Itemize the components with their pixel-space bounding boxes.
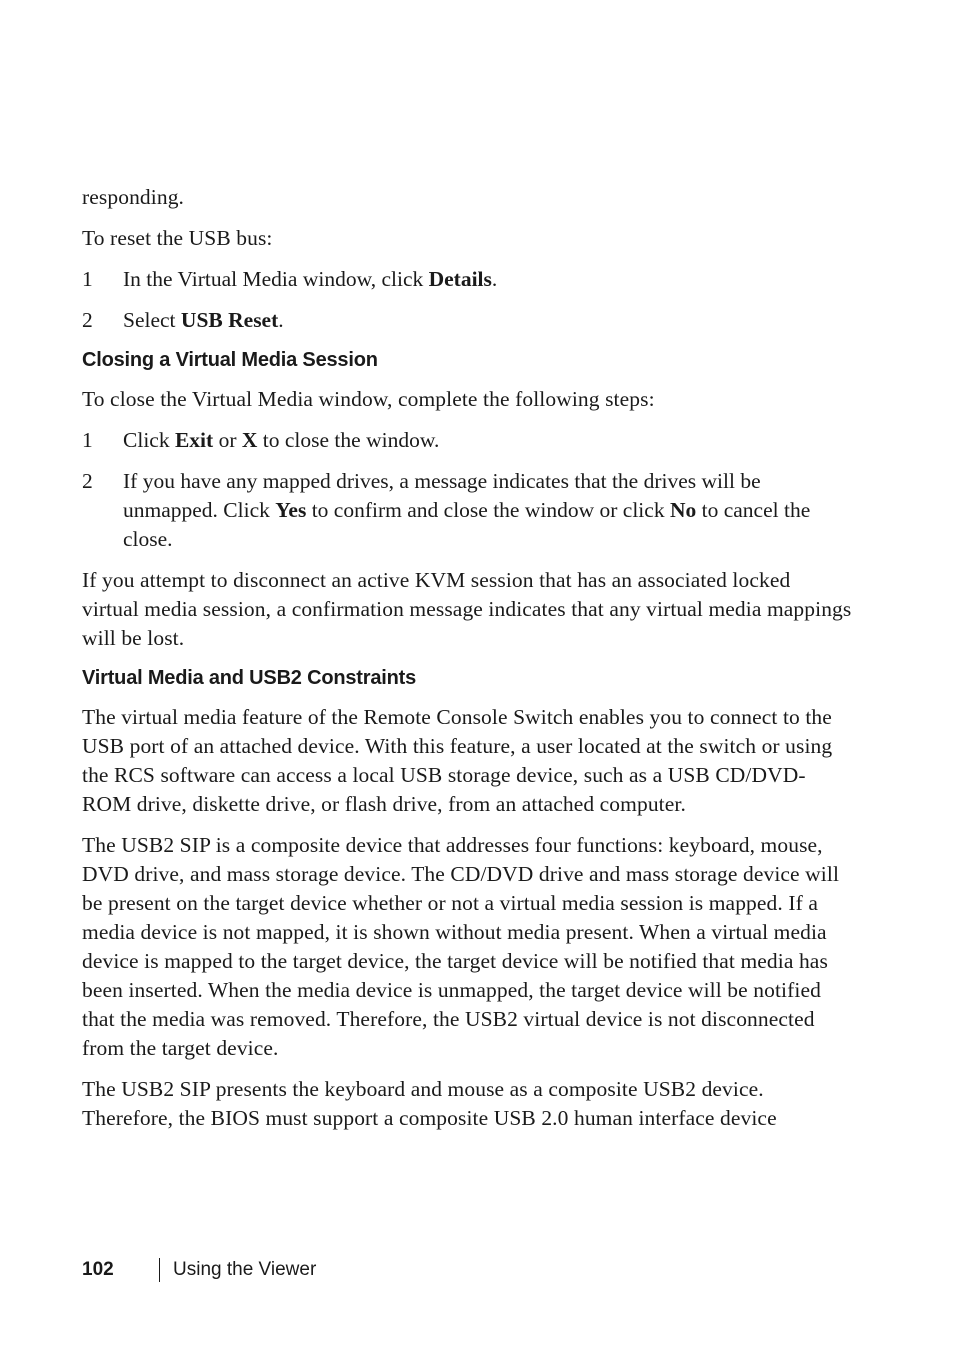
step-number: 2 xyxy=(82,308,93,332)
paragraph-reset-intro: To reset the USB bus: xyxy=(82,226,273,250)
close-step-1 xyxy=(82,426,852,455)
footer-separator xyxy=(159,1258,160,1282)
step-text: Select USB Reset. xyxy=(123,308,284,332)
paragraph-close-intro: To close the Virtual Media window, complete the following steps: xyxy=(82,387,655,411)
paragraph-usb2-sip: The USB2 SIP is a composite device that addresses four functions: keyboard, mouse, DVD drive, and mass storage device. The CD/DVD drive and mass storage device will be present on the target device whether or not a virtual media session is mapped. If a media device is not mapped, it is shown without media present. When a virtual media device is mapped to the target device, the target device will be notified that media has been inserted. When the media device is unmapped, the target device will be notified that the media was removed. Therefore, the USB2 virtual device is not disconnected from the target device. xyxy=(82,833,840,1060)
close-step-2 xyxy=(82,467,852,554)
ui-term-no: No xyxy=(669,498,697,522)
ui-term-yes: Yes xyxy=(275,498,307,522)
heading-usb2-constraints: Virtual Media and USB2 Constraints xyxy=(82,667,417,689)
step-text: If you have any mapped drives, a message indicates that the drives will be unmapped. Click Yes to confirm and close the window or click No to cancel the close. xyxy=(123,469,811,551)
step-number: 1 xyxy=(82,428,93,452)
ui-term-x: X xyxy=(241,428,258,452)
ui-term-details: Details xyxy=(428,267,492,291)
step-text: In the Virtual Media window, click Details. xyxy=(123,267,498,291)
page-body xyxy=(82,183,852,1145)
paragraph-bios-support: The USB2 SIP presents the keyboard and mouse as a composite USB2 device. Therefore, the BIOS must support a composite USB 2.0 human interface device xyxy=(82,1077,777,1130)
step-text: Click Exit or X to close the window. xyxy=(123,428,440,452)
step-number: 2 xyxy=(82,469,93,493)
heading-closing-session: Closing a Virtual Media Session xyxy=(82,349,378,371)
reset-step-1 xyxy=(82,265,852,294)
ui-term-usb-reset: USB Reset xyxy=(180,308,279,332)
ui-term-exit: Exit xyxy=(174,428,214,452)
step-number: 1 xyxy=(82,267,93,291)
paragraph-kvm-disconnect: If you attempt to disconnect an active KVM session that has an associated locked virtual media session, a confirmation message indicates that any virtual media mappings will be lost. xyxy=(82,568,852,650)
paragraph-virtual-media-feature: The virtual media feature of the Remote Console Switch enables you to connect to the USB port of an attached device. With this feature, a user located at the switch or using the RCS software can access a local USB storage device, such as a USB CD/DVD-ROM drive, diskette drive, or flash drive, from an attached computer. xyxy=(82,705,833,816)
reset-step-2 xyxy=(82,306,852,335)
paragraph-responding: responding. xyxy=(82,185,185,209)
section-title: Using the Viewer xyxy=(173,1259,317,1280)
page-footer xyxy=(82,1257,316,1283)
page-number: 102 xyxy=(82,1259,114,1280)
